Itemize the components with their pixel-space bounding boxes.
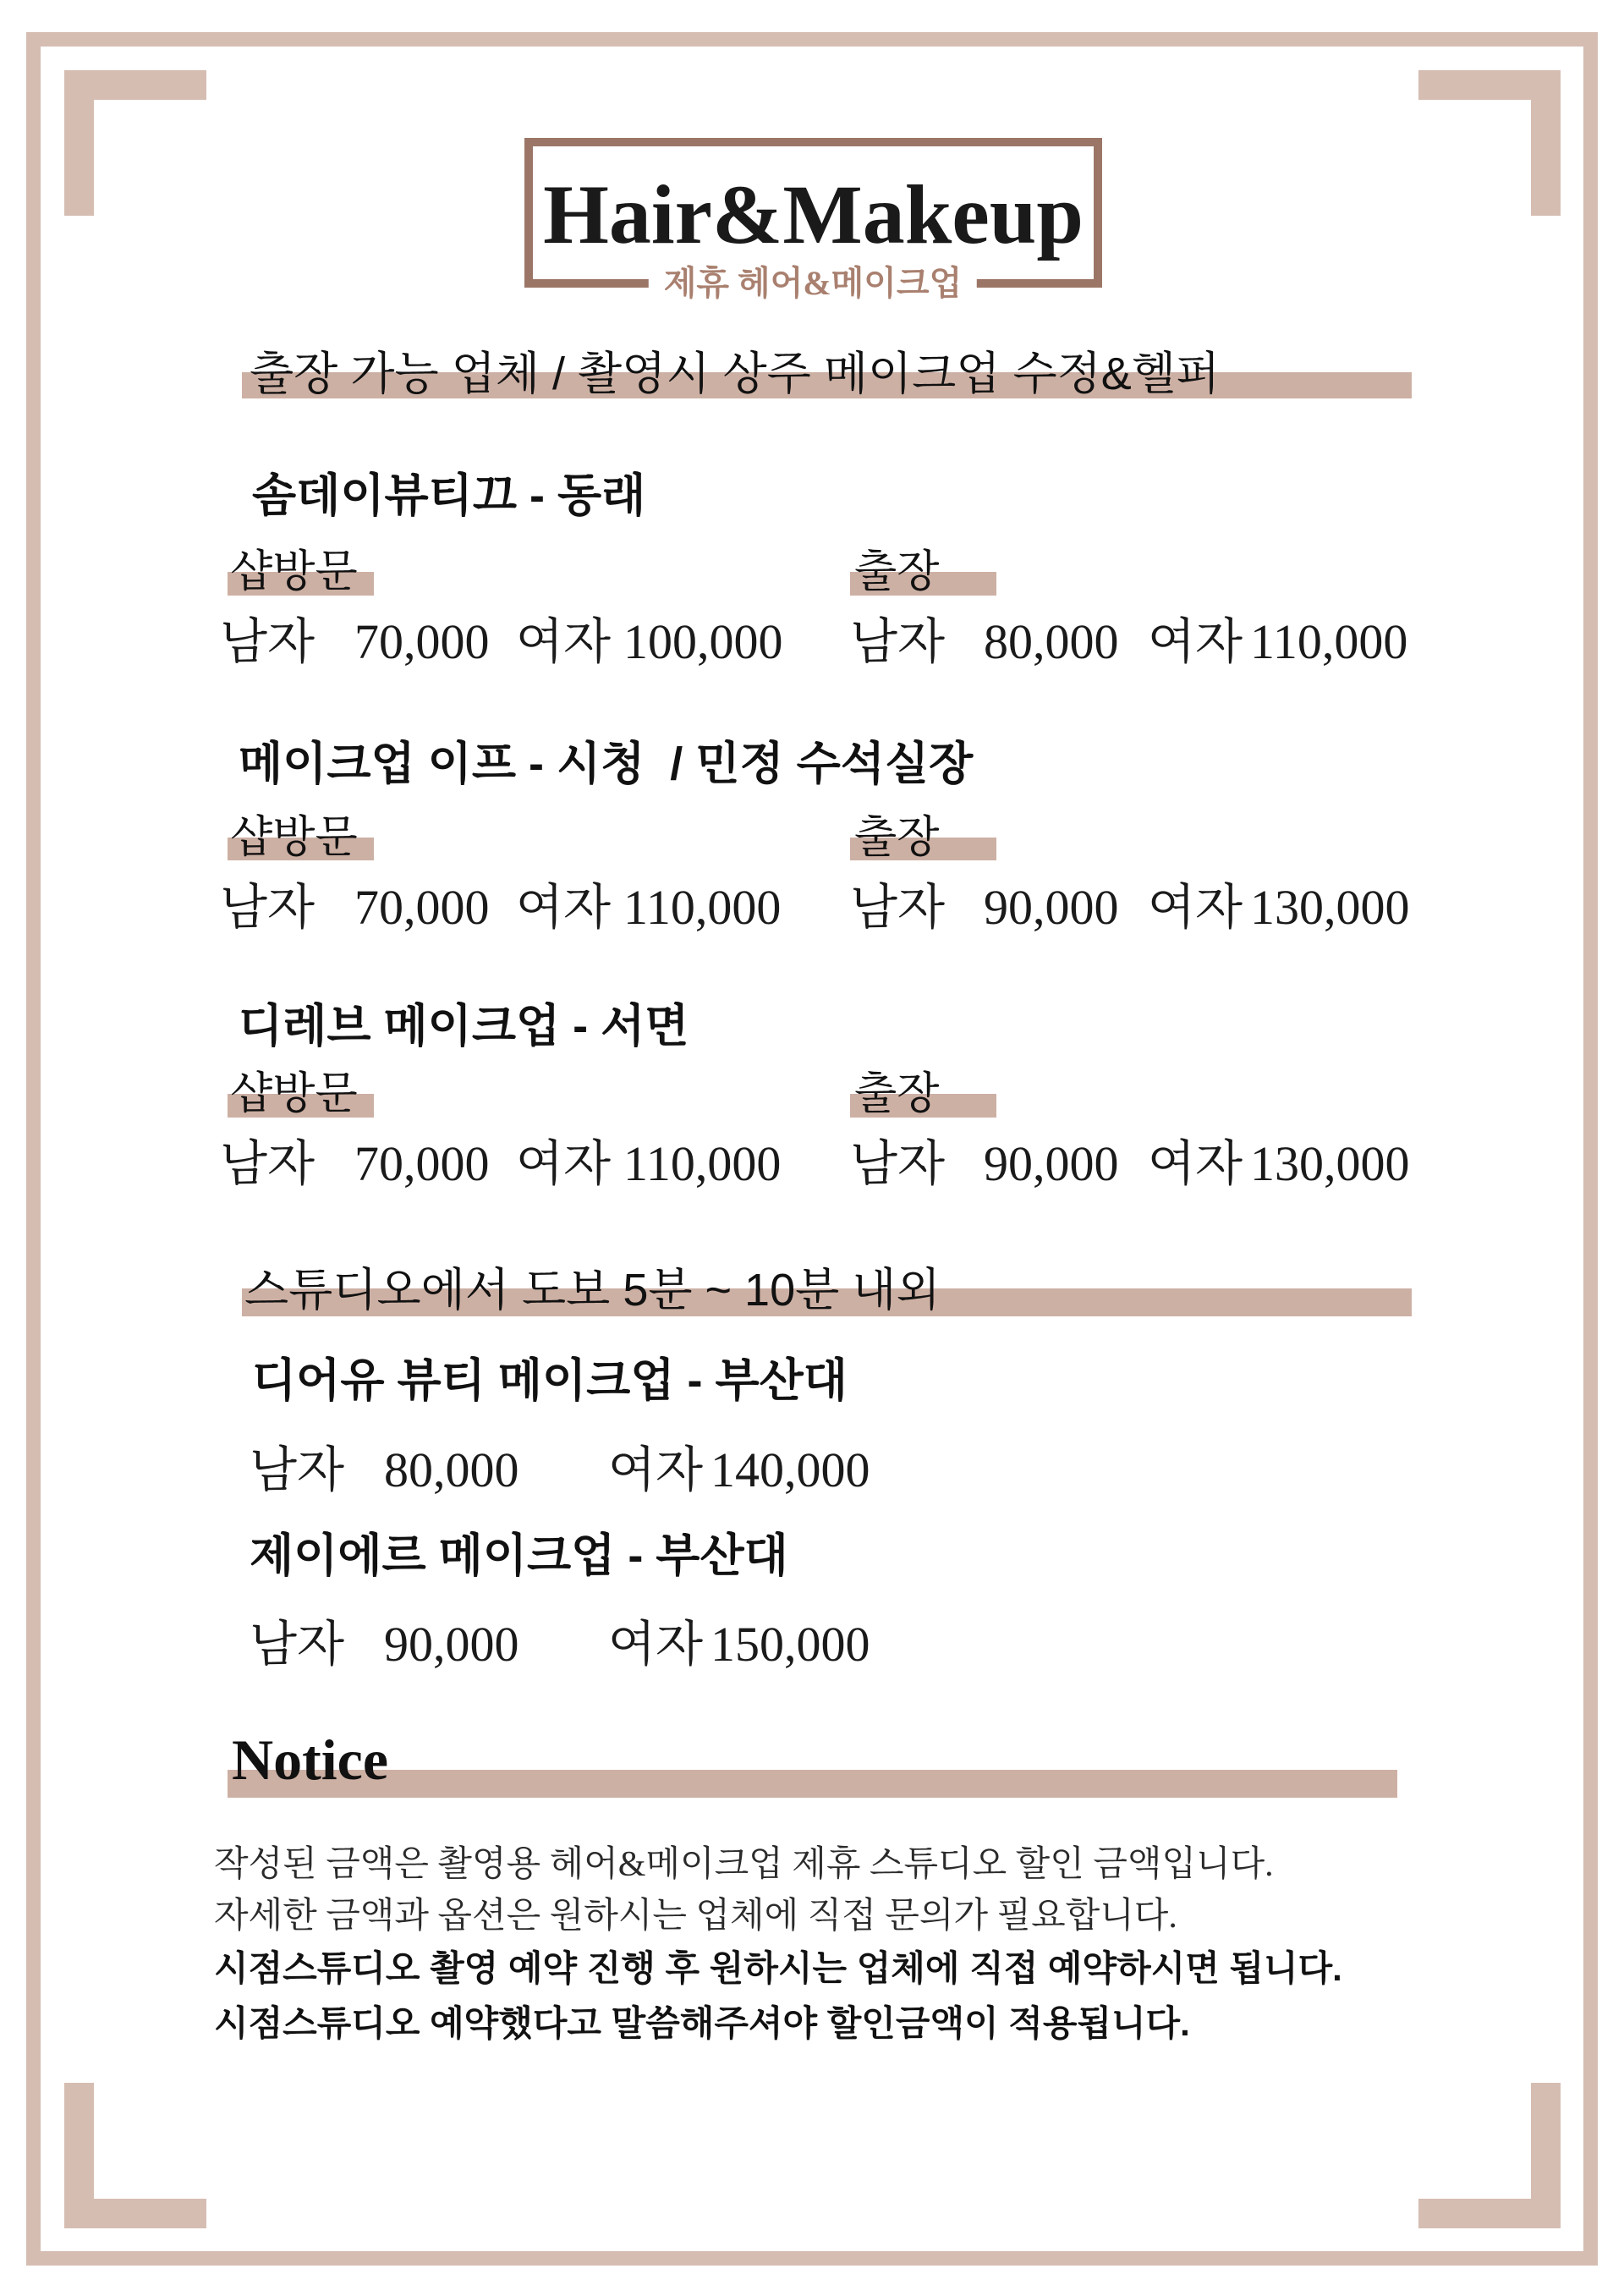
notice-heading-highlight	[228, 1770, 1397, 1798]
male-price: 90,000	[984, 880, 1119, 935]
female-price: 110,000	[623, 1136, 782, 1191]
page-title: Hair&Makeup	[543, 168, 1084, 261]
shop-visit-label: 샵방문	[230, 813, 358, 862]
page-subtitle: 제휴 헤어&메이크업	[649, 264, 977, 303]
corner-bracket-bottom-right	[1418, 2083, 1561, 2228]
male-price: 80,000	[984, 614, 1119, 669]
shop-visit-label: 샵방문	[230, 547, 358, 596]
female-price: 110,000	[1250, 614, 1408, 669]
notice-heading: Notice	[232, 1727, 389, 1792]
male-price: 90,000	[384, 1617, 519, 1672]
female-price: 140,000	[710, 1442, 870, 1497]
notice-line: 자세한 금액과 옵션은 원하시는 업체에 직접 문의가 필요합니다.	[214, 1897, 1177, 1936]
male-label: 남자	[220, 880, 315, 935]
male-label: 남자	[850, 614, 946, 669]
male-label: 남자	[850, 1136, 946, 1191]
male-price: 70,000	[354, 1136, 490, 1191]
notice-line: 작성된 금액은 촬영용 헤어&메이크업 제휴 스튜디오 할인 금액입니다.	[214, 1845, 1274, 1884]
shop-name: 디어유 뷰티 메이크업 - 부산대	[252, 1355, 848, 1406]
female-price: 130,000	[1250, 880, 1410, 935]
corner-bracket-top-left	[64, 70, 206, 216]
shop-name: 디레브 메이크업 - 서면	[239, 1001, 689, 1052]
male-label: 남자	[220, 614, 315, 669]
female-label: 여자	[1148, 1136, 1243, 1191]
female-label: 여자	[608, 1617, 704, 1672]
price-row	[0, 615, 1624, 669]
travel-section-heading: 출장 가능 업체 / 촬영시 상주 메이크업 수정&헬퍼	[250, 349, 1221, 399]
male-price: 70,000	[354, 614, 490, 669]
shop-name: 제이에르 메이크업 - 부산대	[250, 1530, 788, 1581]
notice-line-emphasis: 시점스튜디오 촬영 예약 진행 후 원하시는 업체에 직접 예약하시면 됩니다.	[214, 1948, 1342, 1988]
walking-section-heading: 스튜디오에서 도보 5분 ~ 10분 내외	[244, 1265, 941, 1316]
shop-name: 메이크업 이프 - 시청 / 민정 수석실장	[239, 739, 974, 789]
corner-bracket-top-right	[1418, 70, 1561, 216]
price-row	[0, 1137, 1624, 1191]
shop-visit-label: 샵방문	[230, 1069, 358, 1118]
female-label: 여자	[1148, 614, 1243, 669]
on-site-label: 출장	[854, 813, 940, 862]
male-price: 80,000	[384, 1442, 519, 1497]
female-price: 100,000	[623, 614, 783, 669]
female-label: 여자	[608, 1442, 704, 1497]
male-label: 남자	[220, 1136, 315, 1191]
male-label: 남자	[850, 880, 946, 935]
on-site-label: 출장	[854, 547, 940, 596]
female-label: 여자	[516, 1136, 612, 1191]
price-row	[0, 881, 1624, 935]
female-price: 110,000	[623, 880, 782, 935]
corner-bracket-bottom-left	[64, 2083, 206, 2228]
female-label: 여자	[1148, 880, 1243, 935]
male-label: 남자	[250, 1442, 345, 1497]
shop-name: 솜데이뷰티끄 - 동래	[252, 470, 646, 521]
price-row	[0, 1618, 1624, 1672]
male-price: 90,000	[984, 1136, 1119, 1191]
male-price: 70,000	[354, 880, 490, 935]
on-site-label: 출장	[854, 1069, 940, 1118]
price-row	[0, 1443, 1624, 1497]
female-price: 150,000	[710, 1617, 870, 1672]
notice-line-emphasis: 시점스튜디오 예약했다고 말씀해주셔야 할인금액이 적용됩니다.	[214, 2003, 1190, 2043]
female-label: 여자	[516, 614, 612, 669]
female-label: 여자	[516, 880, 612, 935]
male-label: 남자	[250, 1617, 345, 1672]
female-price: 130,000	[1250, 1136, 1410, 1191]
